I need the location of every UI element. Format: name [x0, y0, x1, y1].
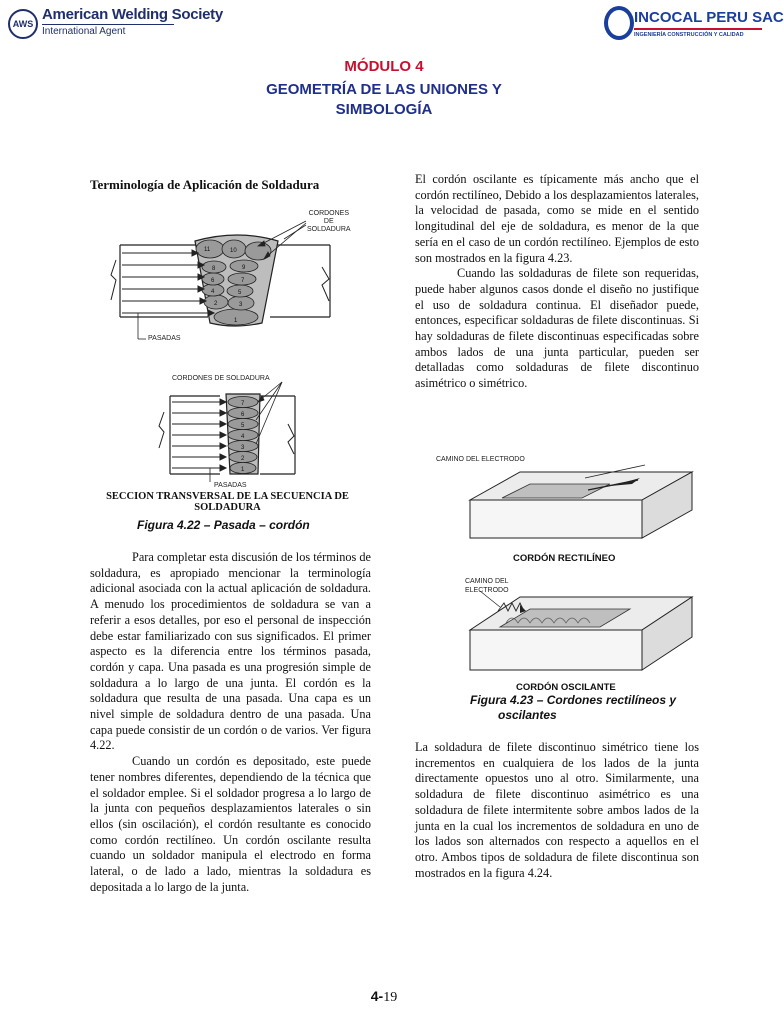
figure-4-23-caption-line2: oscilantes [498, 708, 557, 722]
label-line: ELECTRODO [465, 587, 509, 594]
weave-bead-caption: CORDÓN OSCILANTE [516, 682, 616, 693]
left-body-text [90, 550, 371, 895]
bead-number: 7 [241, 401, 245, 407]
right-paragraph-1: El cordón oscilante es típicamente más ancho que el cordón rectilíneo, Debido a los desplazamientos laterales, la velocidad de pasada, como se mide en el sentido longitudinal del eje de soldadura, es menor de la que sería en el caso de un cordón rectilíneo. Ejemplos de esto son mostrados en la figura 4.23. [415, 172, 699, 265]
label-line: CORDONES [308, 210, 350, 217]
aws-divider [42, 24, 174, 25]
straight-bead-caption: CORDÓN RECTILÍNEO [513, 553, 616, 564]
left-paragraph-2: Cuando un cordón es depositado, este puede tener nombres diferentes, dependiendo de la técnica que el soldador emplee. Si el soldador progresa a lo largo de la junta con pequeños desplazamientos laterales o sin ellos (sin oscilación), el cordón resultante es conocido como cordón rectilíneo. Un cordón oscilante resulta cuando un soldador manipula el electrodo en forma lateral, o de lado a lado, mientras la soldadura es depositada a lo largo de la junta. [90, 754, 371, 894]
page-title-line1: GEOMETRÍA DE LAS UNIONES Y [266, 81, 502, 98]
aws-logo [8, 6, 223, 42]
bead-number: 1 [241, 467, 245, 473]
diagram2-pasadas-label: PASADAS [214, 482, 247, 489]
diagram1-cordones-label [307, 210, 351, 234]
figure-4-23-caption [470, 693, 676, 723]
bead-number: 4 [211, 289, 215, 295]
bead-number: 11 [204, 247, 211, 253]
right-body-text-top [415, 172, 699, 392]
module-label: MÓDULO 4 [344, 58, 424, 75]
page-number-value: 19 [383, 990, 398, 1005]
figure-4-23-caption-line1: Figura 4.23 – Cordones rectilíneos y [470, 693, 677, 707]
bead-number: 8 [212, 266, 216, 272]
incocal-divider [634, 28, 762, 30]
aws-emblem-icon: AWS [8, 9, 38, 39]
aws-subtitle: International Agent [42, 26, 126, 37]
bead-number: 6 [211, 278, 215, 284]
bead-number: 1 [234, 318, 238, 324]
page-title-line2: SIMBOLOGÍA [335, 101, 433, 118]
bead-number: 2 [241, 456, 245, 462]
incocal-name: INCOCAL PERU SAC [634, 9, 784, 26]
label-line: CAMINO DEL [465, 578, 509, 585]
diagram2-cordones-label: CORDONES DE SOLDADURA [172, 375, 270, 382]
bead-number: 4 [241, 434, 245, 440]
bead-number: 3 [241, 445, 245, 451]
figure-4-22-caption: Figura 4.22 – Pasada – cordón [137, 518, 310, 532]
section-caption-line1: SECCION TRANSVERSAL DE LA SECUENCIA DE [106, 491, 349, 502]
bead-number: 9 [242, 265, 246, 271]
straight-bead-diagram [460, 460, 700, 555]
right-paragraph-2: Cuando las soldaduras de filete son requeridas, puede haber algunos casos donde el diseño no justifique el uso de soldadura continua. El diseñador puede, entonces, especificar soldaduras de filete discontinuas. Si hay soldaduras de filete discontinuas especificadas sobre ambos lados de una junta particular, pueden ser detalladas como soldaduras de filete discontinuo asimétrico o simétrico. [415, 266, 699, 391]
incocal-subtitle: INGENIERÍA CONSTRUCCIÓN Y CALIDAD [634, 32, 744, 38]
bead-number: 5 [238, 290, 242, 296]
right-body-text-bottom [415, 740, 699, 881]
incocal-logo [604, 4, 784, 44]
right-paragraph-3: La soldadura de filete discontinuo simétrico tiene los incrementos en cualquiera de los lados de la junta directamente opuestos uno al otro. Similarmente, una soldadura de filete discontinuo asimétrico es una soldadura de filete intermitente sobre ambos lados de la junta en la cual los incrementos de soldadura en uno de los lados son alternados con respecto a aquellos en el otro. Ambos tipos de soldadura de filete discontinua son mostrados en la figura 4.24. [415, 740, 699, 880]
section-caption [90, 491, 365, 513]
bead-number: 5 [241, 423, 245, 429]
weld-sequence-diagram-2 [150, 374, 310, 484]
bead-number: 3 [239, 302, 243, 308]
page-title [0, 80, 768, 120]
bead-number: 7 [241, 278, 245, 284]
bead-number: 10 [230, 248, 237, 254]
bead-number: 6 [241, 412, 245, 418]
page-number [0, 988, 768, 1006]
bead-number: 2 [214, 301, 218, 307]
page-number-prefix: 4- [370, 988, 384, 1004]
aws-name: American Welding Society [42, 6, 223, 23]
weave-bead-electrode-label [465, 577, 509, 595]
left-paragraph-1: Para completar esta discusión de los términos de soldadura, es apropiado mencionar la terminología adicional asociada con la actual aplicación de soldadura. A menudo los procedimientos de soldadura se van a referir a esos detalles, por eso el personal de inspección debe estar familiarizado con sus significados. El primer aspecto es la diferencia entre los términos pasada, cordón y capa. Una pasada es una progresión simple de soldadura a lo largo de una junta. El cordón es la soldadura que resulta de una pasada. Una capa es un nivel simple de soldadura dentro de una pasada. Una capa puede consistir de un cordón o de varios. Ver figura 4.22. [90, 550, 371, 753]
label-line: DE [323, 218, 334, 225]
section-heading: Terminología de Aplicación de Soldadura [90, 177, 320, 192]
section-caption-line2: SOLDADURA [194, 502, 261, 513]
diagram1-pasadas-label: PASADAS [148, 335, 181, 342]
incocal-ring-icon [604, 6, 634, 40]
label-line: SOLDADURA [307, 226, 351, 233]
straight-bead-electrode-label: CAMINO DEL ELECTRODO [436, 456, 525, 463]
